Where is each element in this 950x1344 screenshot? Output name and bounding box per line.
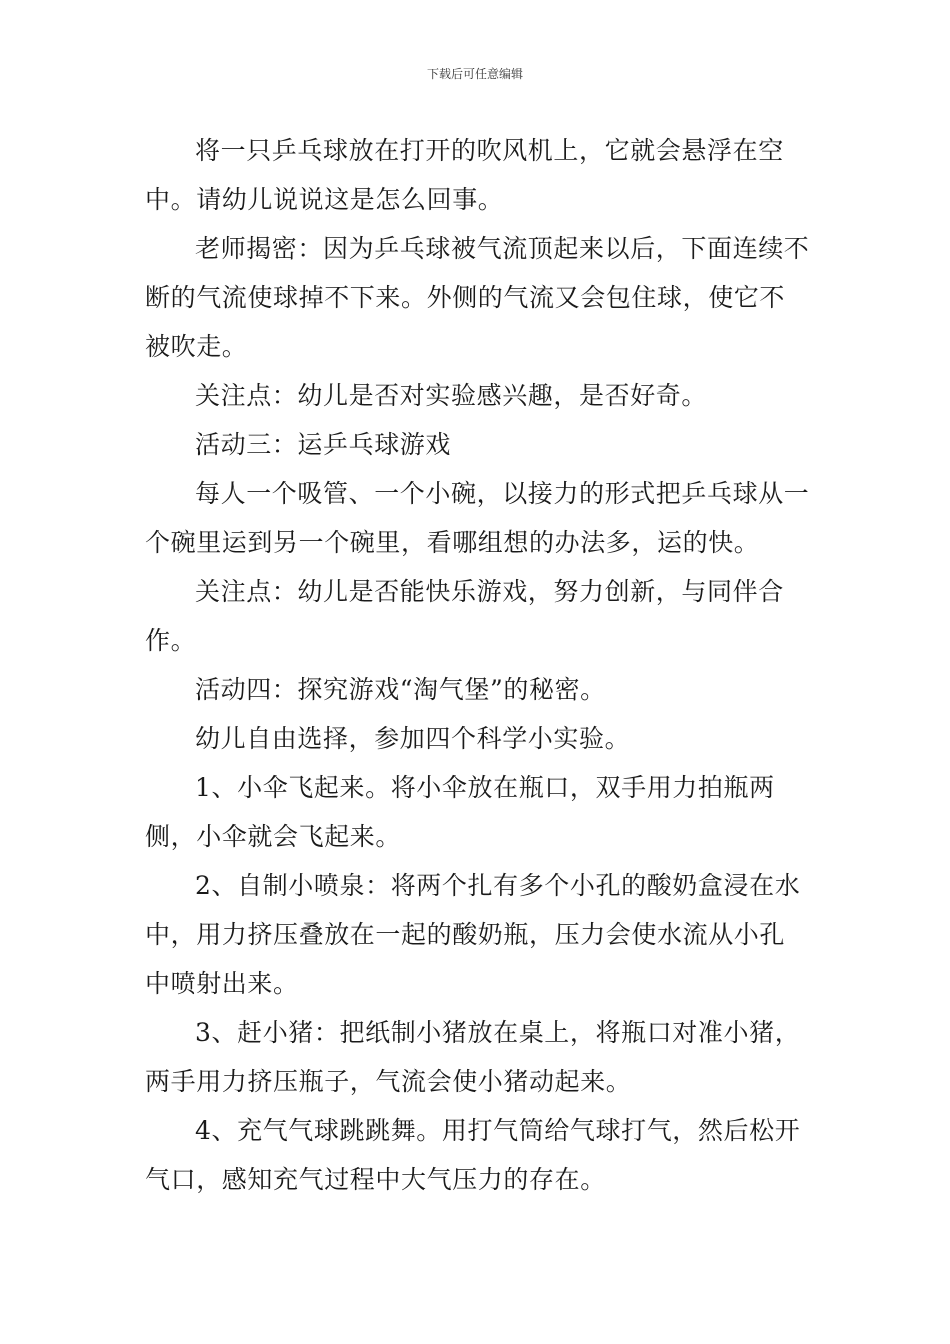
paragraph-experiment-piglet: 3、赶小猪：把纸制小猪放在桌上，将瓶口对准小猪，两手用力挤压瓶子，气流会使小猪动起来。 [145, 1018, 801, 1096]
paragraph-experiment-balloon: 4、充气气球跳跳舞。用打气筒给气球打气，然后松开气口，感知充气过程中大气压力的存在。 [145, 1116, 801, 1194]
page-header: 下载后可任意编辑 [426, 67, 523, 81]
paragraph-teacher-explanation: 老师揭密：因为乒乓球被气流顶起来以后，下面连续不断的气流使球掉不下来。外侧的气流又会包住球，使它不被吹走。 [145, 234, 810, 361]
paragraph-hair-dryer-experiment: 将一只乒乓球放在打开的吹风机上，它就会悬浮在空中。请幼儿说说这是怎么回事。 [145, 136, 784, 214]
paragraph-activity-three-title: 活动三：运乒乓球游戏 [195, 430, 452, 459]
paragraph-free-choice: 幼儿自由选择，参加四个科学小实验。 [195, 724, 631, 753]
paragraph-activity-four-title: 活动四：探究游戏“淘气堡”的秘密。 [195, 675, 606, 704]
paragraph-experiment-umbrella: 1、小伞飞起来。将小伞放在瓶口，双手用力拍瓶两侧，小伞就会飞起来。 [145, 773, 775, 851]
document-body [145, 126, 810, 1204]
paragraph-experiment-fountain: 2、自制小喷泉：将两个扎有多个小孔的酸奶盒浸在水中，用力挤压叠放在一起的酸奶瓶，压力会使水流从小孔中喷射出来。 [145, 871, 801, 998]
paragraph-focus-interest: 关注点：幼儿是否对实验感兴趣，是否好奇。 [195, 381, 708, 410]
paragraph-activity-three-body: 每人一个吸管、一个小碗，以接力的形式把乒乓球从一个碗里运到另一个碗里，看哪组想的办法多，运的快。 [145, 479, 810, 557]
paragraph-focus-game: 关注点：幼儿是否能快乐游戏，努力创新，与同伴合作。 [145, 577, 784, 655]
